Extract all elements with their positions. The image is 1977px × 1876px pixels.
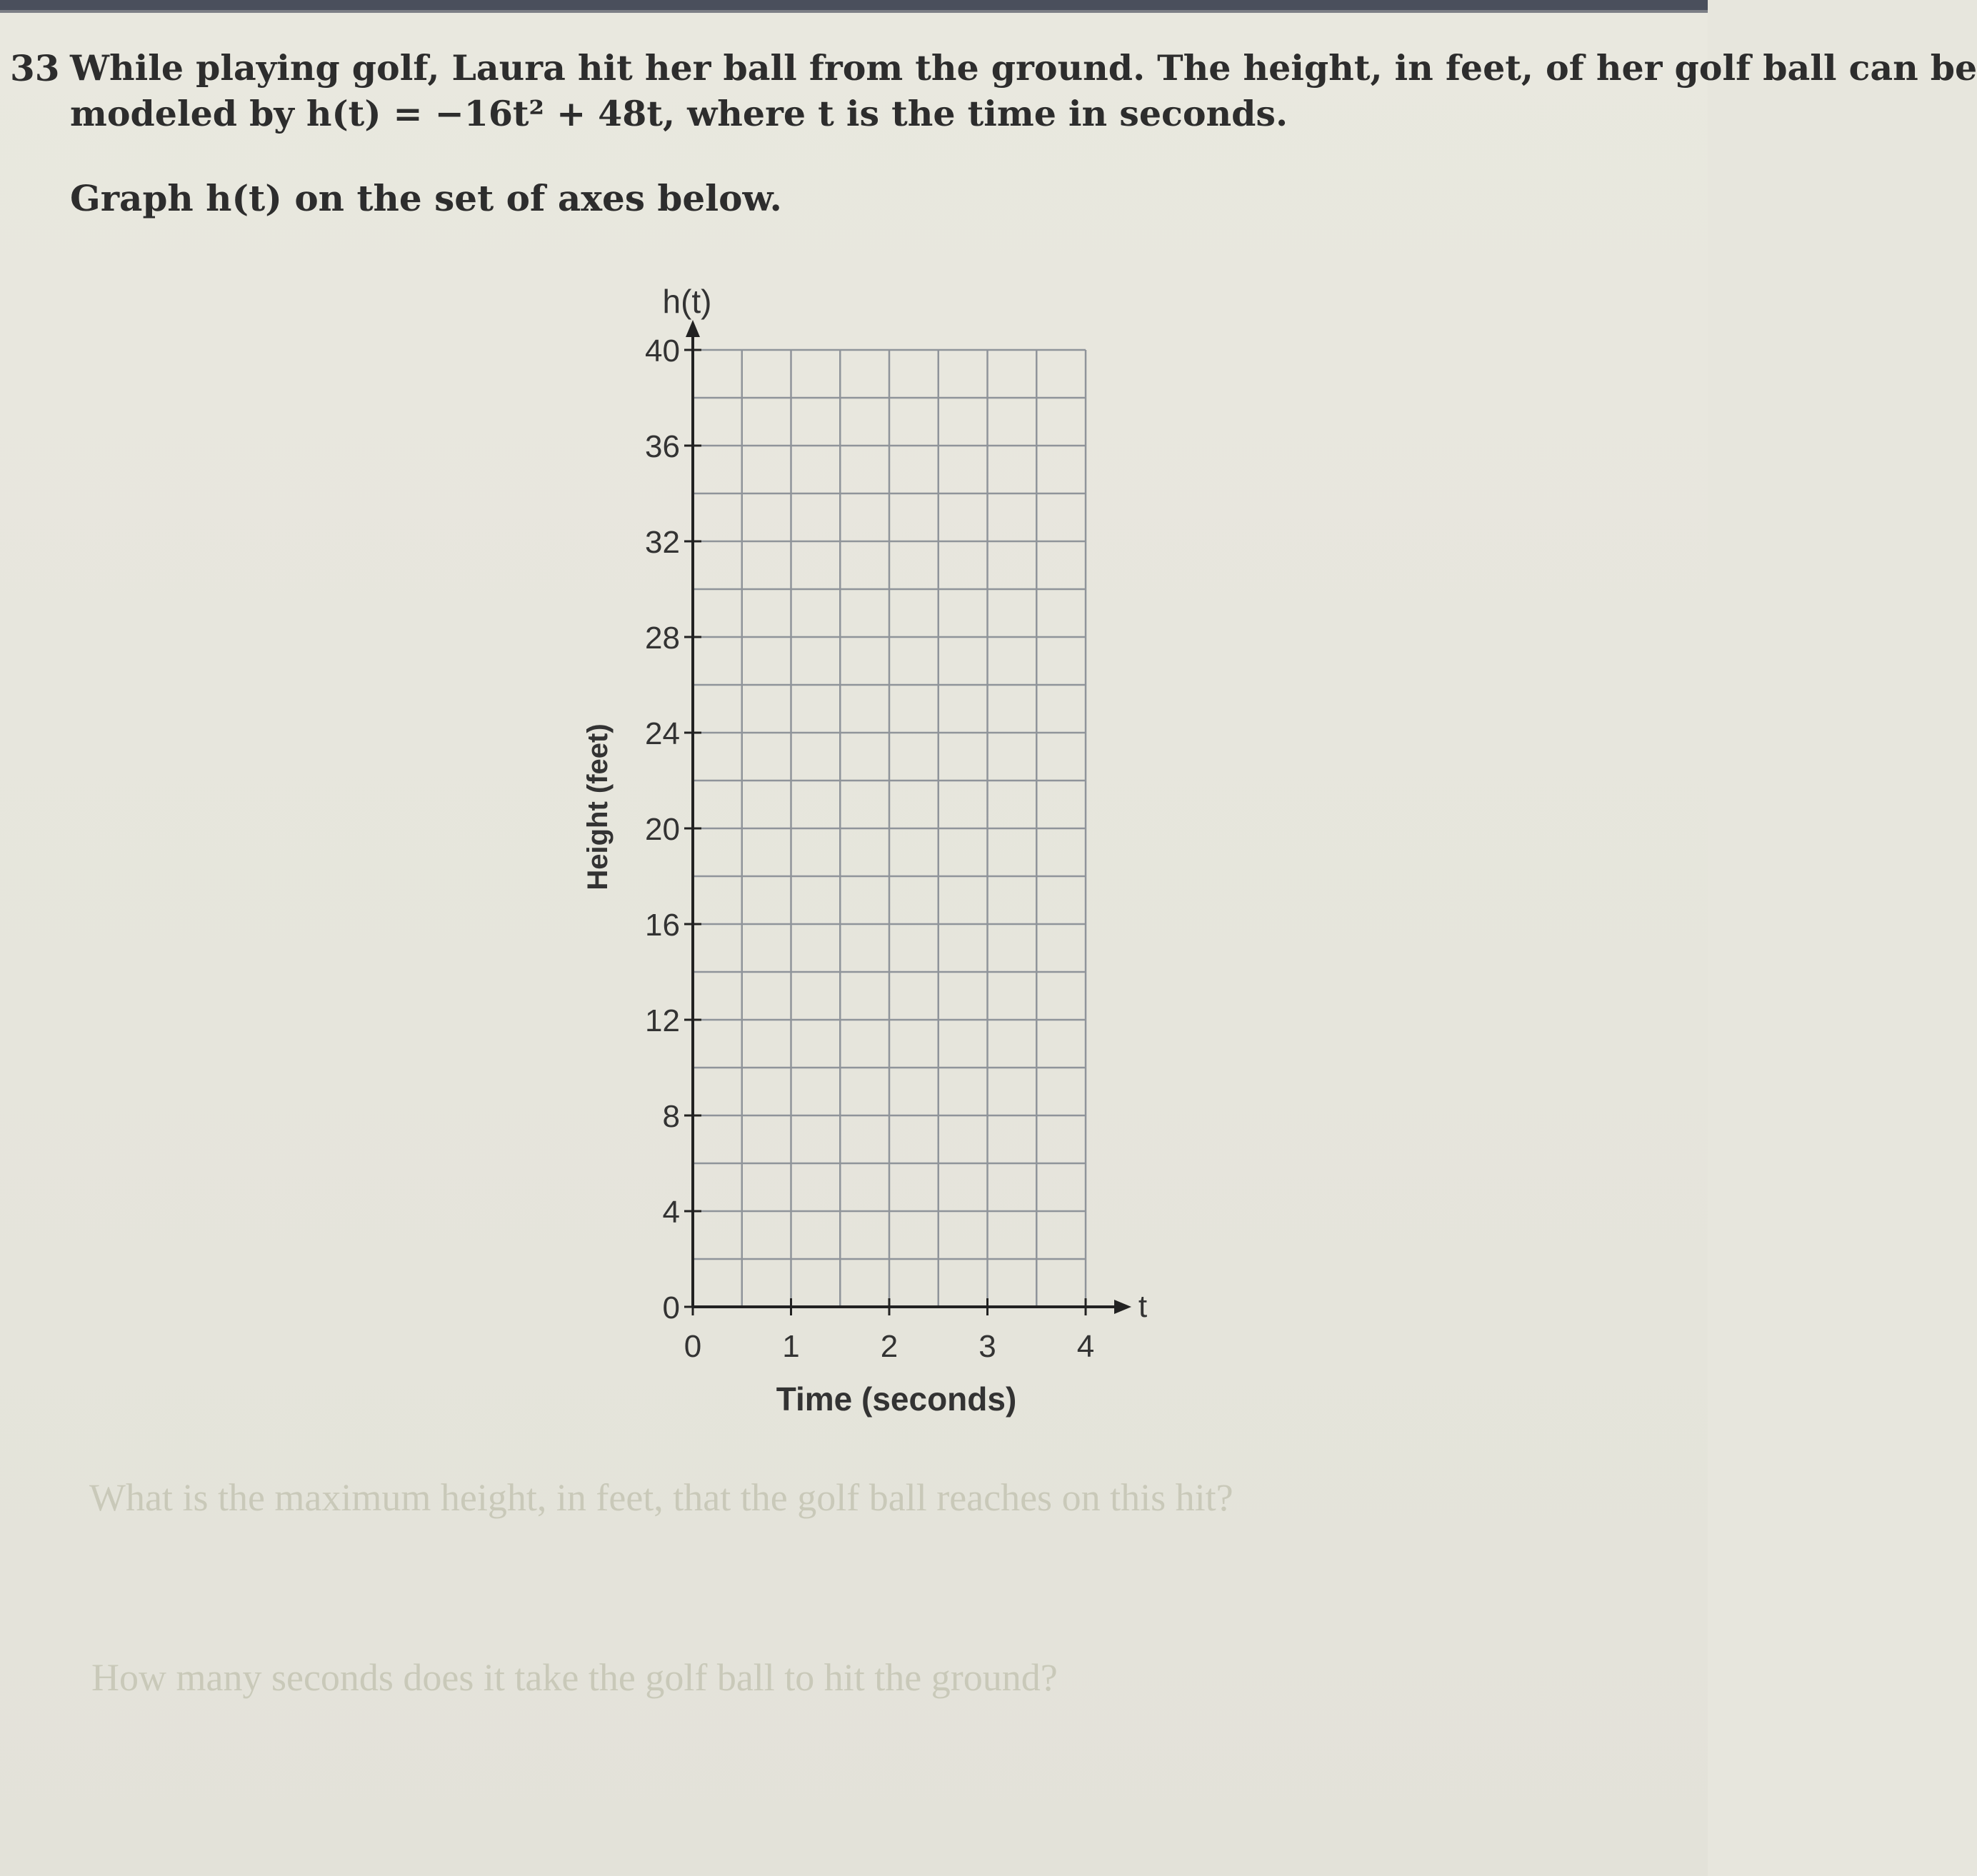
x-tick-label: 1 — [782, 1329, 800, 1364]
y-tick-label: 28 — [645, 621, 680, 656]
y-axis-arrow — [686, 320, 700, 337]
y-axis-label: Height (feet) — [582, 723, 614, 891]
x-axis-label: Time (seconds) — [776, 1380, 1017, 1418]
graph-instruction: Graph h(t) on the set of axes below. — [70, 177, 782, 219]
x-axis-arrow — [1114, 1300, 1131, 1314]
x-tick-label: 2 — [880, 1329, 899, 1364]
x-tick-label: 0 — [684, 1329, 702, 1364]
x-axis-symbol: t — [1138, 1289, 1148, 1324]
x-tick-label: 4 — [1076, 1329, 1095, 1364]
x-tick-label: 3 — [979, 1329, 996, 1364]
y-tick-label: 36 — [645, 429, 680, 464]
y-tick-label: 20 — [645, 812, 680, 847]
y-tick-label: 8 — [662, 1099, 680, 1134]
y-tick-label: 16 — [645, 908, 680, 943]
y-tick-label: 12 — [645, 1003, 680, 1038]
axes — [686, 320, 1131, 1314]
y-axis-function-label: h(t) — [662, 283, 712, 320]
question-part-a: What is the maximum height, in feet, that the golf ball reaches on this hit? — [89, 1476, 1233, 1519]
grid-lines — [693, 350, 1086, 1307]
axis-ticks — [645, 333, 1094, 1364]
question-number: 33 — [10, 47, 60, 89]
y-tick-label: 24 — [645, 716, 680, 751]
y-tick-label: 40 — [645, 333, 680, 368]
y-tick-label: 32 — [645, 525, 680, 560]
y-tick-label: 0 — [662, 1290, 680, 1325]
question-text-line-1: While playing golf, Laura hit her ball from the ground. The height, in feet, of her golf ball can be — [70, 47, 1977, 89]
question-part-b: How many seconds does it take the golf ball to hit the ground? — [91, 1656, 1058, 1699]
question-text-line-2: modeled by h(t) = −16t² + 48t, where t is the time in seconds. — [70, 93, 1288, 134]
y-tick-label: 4 — [662, 1195, 680, 1230]
